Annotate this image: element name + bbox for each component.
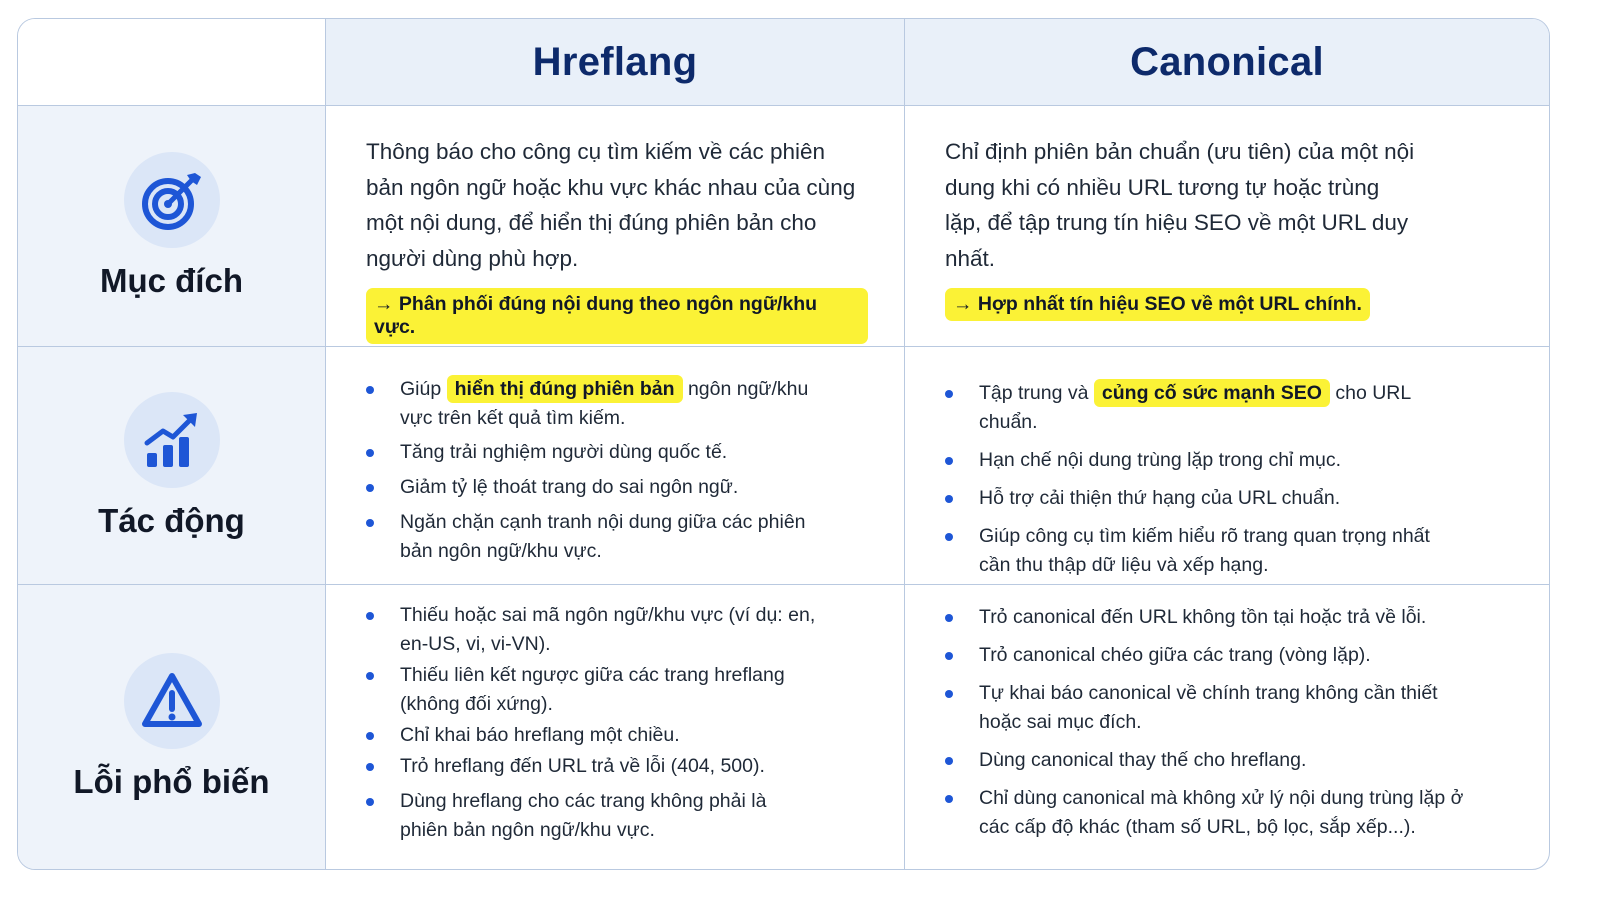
list-item: Chỉ khai báo hreflang một chiều.: [366, 721, 816, 750]
bar-chart-growth-icon: [124, 392, 220, 488]
list-item: Giúp hiển thị đúng phiên bản ngôn ngữ/khu vực trên kết quả tìm kiếm.: [366, 375, 816, 433]
list-item: Thiếu liên kết ngược giữa các trang hreflang (không đối xứng).: [366, 661, 816, 719]
errors-canonical-list: [945, 603, 1465, 842]
list-item: Tự khai báo canonical về chính trang không cần thiết hoặc sai mục đích.: [945, 679, 1465, 737]
list-item: Ngăn chặn cạnh tranh nội dung giữa các phiên bản ngôn ngữ/khu vực.: [366, 508, 816, 566]
header-canonical-title: Canonical: [1130, 39, 1324, 84]
warning-triangle-icon: [124, 653, 220, 749]
highlight: hiển thị đúng phiên bản: [447, 375, 683, 403]
header-hreflang-title: Hreflang: [532, 39, 698, 84]
list-item: Trỏ hreflang đến URL trả về lỗi (404, 500).: [366, 752, 816, 781]
impact-canonical-list: [945, 379, 1465, 580]
target-icon: [124, 152, 220, 248]
list-item: Giúp công cụ tìm kiếm hiểu rõ trang quan trọng nhất cần thu thập dữ liệu và xếp hạng.: [945, 522, 1465, 580]
row-label-errors-text: Lỗi phổ biến: [73, 763, 270, 800]
list-item: Giảm tỷ lệ thoát trang do sai ngôn ngữ.: [366, 473, 816, 502]
list-item: Dùng canonical thay thế cho hreflang.: [945, 746, 1465, 775]
purpose-hreflang-cell: [326, 106, 905, 347]
list-item: Tăng trải nghiệm người dùng quốc tế.: [366, 438, 816, 467]
list-item: Dùng hreflang cho các trang không phải là phiên bản ngôn ngữ/khu vực.: [366, 787, 816, 845]
highlight: củng cố sức mạnh SEO: [1094, 379, 1330, 407]
list-item: Trỏ canonical đến URL không tồn tại hoặc trả về lỗi.: [945, 603, 1465, 632]
header-corner: [18, 19, 326, 106]
errors-hreflang-cell: [326, 585, 905, 869]
list-item: Hỗ trợ cải thiện thứ hạng của URL chuẩn.: [945, 484, 1465, 513]
row-label-purpose: [18, 106, 326, 347]
row-label-impact: [18, 347, 326, 585]
purpose-canonical-text: Chỉ định phiên bản chuẩn (ưu tiên) của một nội dung khi có nhiều URL tương tự hoặc trùng lặp, để tập trung tín hiệu SEO về một URL duy nhất.: [945, 139, 1415, 271]
row-label-purpose-text: Mục đích: [99, 262, 243, 299]
row-label-impact-text: Tác động: [98, 501, 245, 539]
impact-hreflang-list: [366, 375, 816, 566]
list-item: Thiếu hoặc sai mã ngôn ngữ/khu vực (ví dụ: en, en-US, vi, vi-VN).: [366, 601, 816, 659]
header-hreflang: [326, 19, 905, 106]
comparison-table: [17, 18, 1550, 870]
list-item: Chỉ dùng canonical mà không xử lý nội dung trùng lặp ở các cấp độ khác (tham số URL, bộ lọc, sắp xếp...).: [945, 784, 1465, 842]
errors-hreflang-list: [366, 601, 816, 845]
list-item: Trỏ canonical chéo giữa các trang (vòng lặp).: [945, 641, 1465, 670]
purpose-hreflang-summary: → Phân phối đúng nội dung theo ngôn ngữ/khu vực.: [366, 288, 868, 344]
errors-canonical-cell: [905, 585, 1549, 869]
purpose-canonical-summary: → Hợp nhất tín hiệu SEO về một URL chính.: [945, 288, 1370, 321]
impact-hreflang-cell: [326, 347, 905, 585]
row-label-errors: [18, 585, 326, 869]
purpose-hreflang-text: Thông báo cho công cụ tìm kiếm về các phiên bản ngôn ngữ hoặc khu vực khác nhau của cùng một nội dung, để hiển thị đúng phiên bản cho người dùng phù hợp.: [366, 139, 856, 271]
impact-canonical-cell: [905, 347, 1549, 585]
header-canonical: [905, 19, 1549, 106]
list-item: Tập trung và củng cố sức mạnh SEO cho URL chuẩn.: [945, 379, 1465, 437]
list-item: Hạn chế nội dung trùng lặp trong chỉ mục.: [945, 446, 1465, 475]
purpose-canonical-cell: [905, 106, 1549, 347]
